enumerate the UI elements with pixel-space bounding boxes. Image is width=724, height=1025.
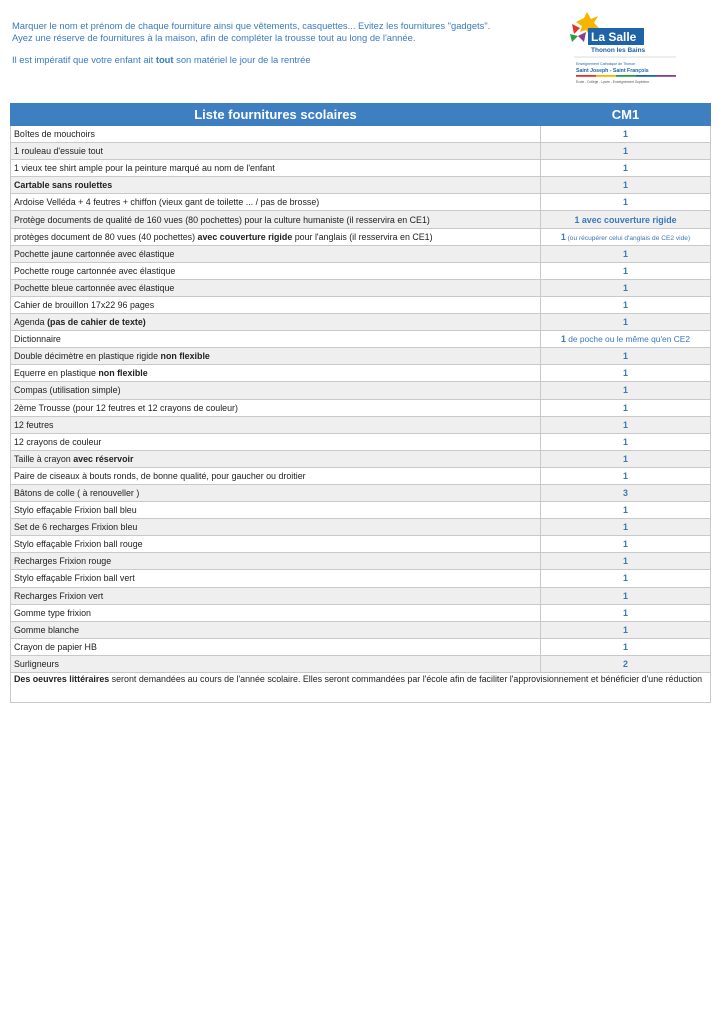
quantity-value: 1 (623, 453, 628, 464)
quantity-value: 1 (623, 129, 628, 140)
table-row (11, 638, 711, 655)
table-row (11, 382, 711, 399)
supply-item-text: 2ème Trousse (pour 12 feutres et 12 crayons de couleur) (14, 402, 238, 413)
footer-note-bold: Des oeuvres littéraires (14, 674, 110, 684)
table-row (11, 245, 711, 262)
supply-quantity (541, 296, 711, 313)
supply-quantity (541, 262, 711, 279)
table-row (11, 553, 711, 570)
logo-line-1: Enseignement Catholique de Thonon (576, 62, 636, 66)
supply-item-text: Double décimètre en plastique rigide (14, 351, 161, 362)
quantity-value: 1 (623, 522, 628, 533)
table-row (11, 143, 711, 160)
supply-item-text: Bâtons de colle ( à renouveller ) (14, 488, 140, 499)
quantity-value: 1 (623, 265, 628, 276)
supply-item (11, 365, 541, 382)
quantity-value: 1 (623, 163, 628, 174)
quantity-value: 3 (623, 488, 628, 499)
quantity-note: (ou récupérer celui d'anglais de CE2 vide) (565, 234, 691, 242)
table-row (11, 177, 711, 194)
supply-item (11, 621, 541, 638)
supply-item (11, 655, 541, 672)
supply-item (11, 331, 541, 348)
table-row (11, 467, 711, 484)
intro-line-1: Marquer le nom et prénom de chaque fourniture ainsi que vêtements, casquettes... Evitez les fournitures "gadgets". (12, 20, 491, 31)
supply-item-text: Agenda (14, 317, 48, 328)
table-row (11, 279, 711, 296)
supply-item-text: protèges document de 80 vues (40 pochettes) (14, 231, 198, 242)
logo-place: Thonon les Bains (591, 47, 646, 54)
table-row (11, 604, 711, 621)
supply-item-text: 12 crayons de couleur (14, 436, 102, 447)
supply-item-text: Pochette bleue cartonnée avec élastique (14, 282, 175, 293)
supply-item-text: Crayon de papier HB (14, 641, 97, 652)
table-row (11, 331, 711, 348)
quantity-value: 1 (623, 556, 628, 567)
supply-quantity (541, 416, 711, 433)
table-row (11, 433, 711, 450)
quantity-value: 1 (623, 470, 628, 481)
supply-item (11, 262, 541, 279)
quantity-value: 1 (623, 419, 628, 430)
supply-quantity (541, 433, 711, 450)
supply-item-text: Gomme type frixion (14, 607, 91, 618)
supply-item-text: 1 rouleau d'essuie tout (14, 146, 104, 157)
supply-item (11, 382, 541, 399)
supplies-table (10, 103, 711, 703)
quantity-value: 1 (623, 539, 628, 550)
la-salle-logo (566, 10, 678, 90)
supply-item-text: 1 vieux tee shirt ample pour la peinture marqué au nom de l'enfant (14, 163, 275, 174)
quantity-value: 2 (623, 658, 628, 669)
supply-item (11, 126, 541, 143)
supply-item (11, 228, 541, 245)
supply-item (11, 570, 541, 587)
quantity-value: 1 (623, 146, 628, 157)
supply-item-text: Recharges Frixion rouge (14, 556, 112, 567)
supply-item (11, 348, 541, 365)
table-row (11, 570, 711, 587)
supply-quantity (541, 638, 711, 655)
supply-quantity (541, 450, 711, 467)
quantity-value: 1 avec couverture rigide (574, 214, 677, 225)
footer-note (11, 673, 711, 703)
table-row (11, 262, 711, 279)
supply-quantity (541, 553, 711, 570)
quantity-value: 1 (561, 334, 566, 345)
quantity-value: 1 (623, 368, 628, 379)
supply-item-bold: (pas de cahier de texte) (47, 317, 146, 328)
supply-quantity (541, 331, 711, 348)
supply-item-text-after: pour l'anglais (il resservira en CE1) (292, 231, 433, 242)
supply-item-text: Set de 6 recharges Frixion bleu (14, 522, 138, 533)
supply-item (11, 519, 541, 536)
supply-item-text: Stylo effaçable Frixion ball bleu (14, 505, 137, 516)
supply-item-text: Protège documents de qualité de 160 vues (80 pochettes) pour la culture humaniste (il resservira en CE1) (14, 214, 430, 225)
supply-item (11, 536, 541, 553)
supply-quantity (541, 587, 711, 604)
quantity-value: 1 (623, 573, 628, 584)
quantity-value: 1 (623, 299, 628, 310)
supply-item (11, 553, 541, 570)
supply-quantity (541, 160, 711, 177)
supply-item (11, 279, 541, 296)
supply-item-text: Surligneurs (14, 658, 59, 669)
quantity-value: 1 (623, 590, 628, 601)
table-row (11, 655, 711, 672)
supply-item (11, 143, 541, 160)
supply-item-bold: non flexible (160, 351, 210, 362)
supply-quantity (541, 536, 711, 553)
table-row (11, 502, 711, 519)
table-row (11, 365, 711, 382)
supply-quantity (541, 382, 711, 399)
supply-item (11, 484, 541, 501)
table-row (11, 536, 711, 553)
supply-item (11, 296, 541, 313)
quantity-value: 1 (623, 317, 628, 328)
quantity-value: 1 (623, 436, 628, 447)
supply-item-text: Stylo effaçable Frixion ball vert (14, 573, 135, 584)
logo-line-3: École - Collège - Lycée - Enseignement Supérieur (576, 80, 650, 84)
quantity-value: 1 (623, 402, 628, 413)
supply-quantity (541, 604, 711, 621)
supply-item-text: Stylo effaçable Frixion ball rouge (14, 539, 143, 550)
quantity-value: 1 (560, 231, 566, 242)
intro-text (12, 20, 552, 66)
table-row (11, 160, 711, 177)
supply-item (11, 194, 541, 211)
table-row (11, 399, 711, 416)
supply-quantity (541, 314, 711, 331)
table-row (11, 348, 711, 365)
supply-quantity (541, 348, 711, 365)
supply-item (11, 502, 541, 519)
table-row (11, 519, 711, 536)
supply-quantity (541, 245, 711, 262)
supply-item-text: 12 feutres (14, 419, 54, 430)
supply-quantity (541, 621, 711, 638)
supply-quantity (541, 655, 711, 672)
intro-line-2: Ayez une réserve de fournitures à la maison, afin de compléter la trousse tout au long de l'année. (12, 31, 416, 43)
supply-item-bold: Cartable sans roulettes (14, 180, 113, 191)
supply-quantity (541, 211, 711, 228)
supply-quantity (541, 484, 711, 501)
table-row (11, 450, 711, 467)
supply-item-text: Recharges Frixion vert (14, 590, 104, 601)
supply-quantity (541, 399, 711, 416)
table-row (11, 621, 711, 638)
supply-item (11, 211, 541, 228)
supply-item (11, 399, 541, 416)
supply-item-text: Cahier de brouillon 17x22 96 pages (14, 299, 155, 310)
supply-item-text: Ardoise Velléda + 4 feutres + chiffon (vieux gant de toilette ... / pas de brosse) (14, 197, 320, 208)
quantity-value: 1 (623, 282, 628, 293)
intro-line-3-c: son matériel le jour de la rentrée (173, 54, 311, 66)
quantity-value: 1 (623, 607, 628, 618)
quantity-value: 1 (623, 248, 628, 259)
supply-quantity (541, 126, 711, 143)
supply-item (11, 177, 541, 194)
supply-item-text: Compas (utilisation simple) (14, 385, 121, 396)
table-row (11, 314, 711, 331)
supply-item-text: Paire de ciseaux à bouts ronds, de bonne qualité, pour gaucher ou droitier (14, 470, 306, 481)
intro-line-3-bold: tout (155, 54, 174, 66)
supply-item-text: Dictionnaire (14, 334, 61, 345)
supply-quantity (541, 143, 711, 160)
supply-item (11, 245, 541, 262)
supply-item-text: Gomme blanche (14, 624, 80, 635)
supply-quantity (541, 279, 711, 296)
header-class: CM1 (541, 104, 711, 126)
supply-item-bold: avec couverture rigide (197, 231, 293, 242)
table-row (11, 126, 711, 143)
quantity-value: 1 (623, 180, 628, 191)
quantity-value: 1 (623, 351, 628, 362)
supply-item (11, 587, 541, 604)
table-row (11, 194, 711, 211)
logo-color-bar (576, 75, 676, 77)
quantity-value: 1 (623, 641, 628, 652)
quantity-note: de poche ou le même qu'en CE2 (565, 334, 690, 345)
supply-item (11, 314, 541, 331)
supply-quantity (541, 194, 711, 211)
table-row (11, 416, 711, 433)
supply-item (11, 467, 541, 484)
supply-quantity (541, 570, 711, 587)
header-item: Liste fournitures scolaires (11, 104, 541, 126)
table-row (11, 484, 711, 501)
table-row (11, 228, 711, 245)
supply-quantity (541, 365, 711, 382)
table-row (11, 211, 711, 228)
supply-item (11, 433, 541, 450)
table-row (11, 296, 711, 313)
intro-line-3-a: Il est impératif que votre enfant ait (12, 54, 156, 66)
supply-item-text: Taille à crayon (14, 453, 74, 464)
table-row (11, 587, 711, 604)
supply-item-bold: avec réservoir (73, 453, 134, 464)
logo-line-2: Saint Joseph - Saint François (576, 68, 649, 74)
supply-item (11, 160, 541, 177)
logo-name: La Salle (591, 30, 637, 44)
supply-item (11, 604, 541, 621)
supply-item-text: Equerre en plastique (14, 368, 99, 379)
supply-quantity (541, 177, 711, 194)
table-header-row (11, 104, 711, 126)
supply-item (11, 638, 541, 655)
supply-item-bold: non flexible (98, 368, 148, 379)
supply-item (11, 450, 541, 467)
supply-quantity (541, 467, 711, 484)
quantity-value: 1 (623, 385, 628, 396)
supply-item-text: Boîtes de mouchoirs (14, 129, 95, 140)
footer-note-text: seront demandées au cours de l'année scolaire. Elles seront commandées par l'école afin de faciliter l'approvisionnement et bénéficier d'une réduction (109, 674, 703, 684)
supply-item-text: Pochette jaune cartonnée avec élastique (14, 248, 175, 259)
supply-item-text: Pochette rouge cartonnée avec élastique (14, 265, 176, 276)
supply-item (11, 416, 541, 433)
quantity-value: 1 (623, 505, 628, 516)
intro-line-3 (12, 54, 552, 66)
quantity-value: 1 (623, 624, 628, 635)
table-footer-row (11, 673, 711, 703)
supply-quantity (541, 228, 711, 245)
supply-quantity (541, 502, 711, 519)
quantity-value: 1 (623, 197, 628, 208)
supply-quantity (541, 519, 711, 536)
